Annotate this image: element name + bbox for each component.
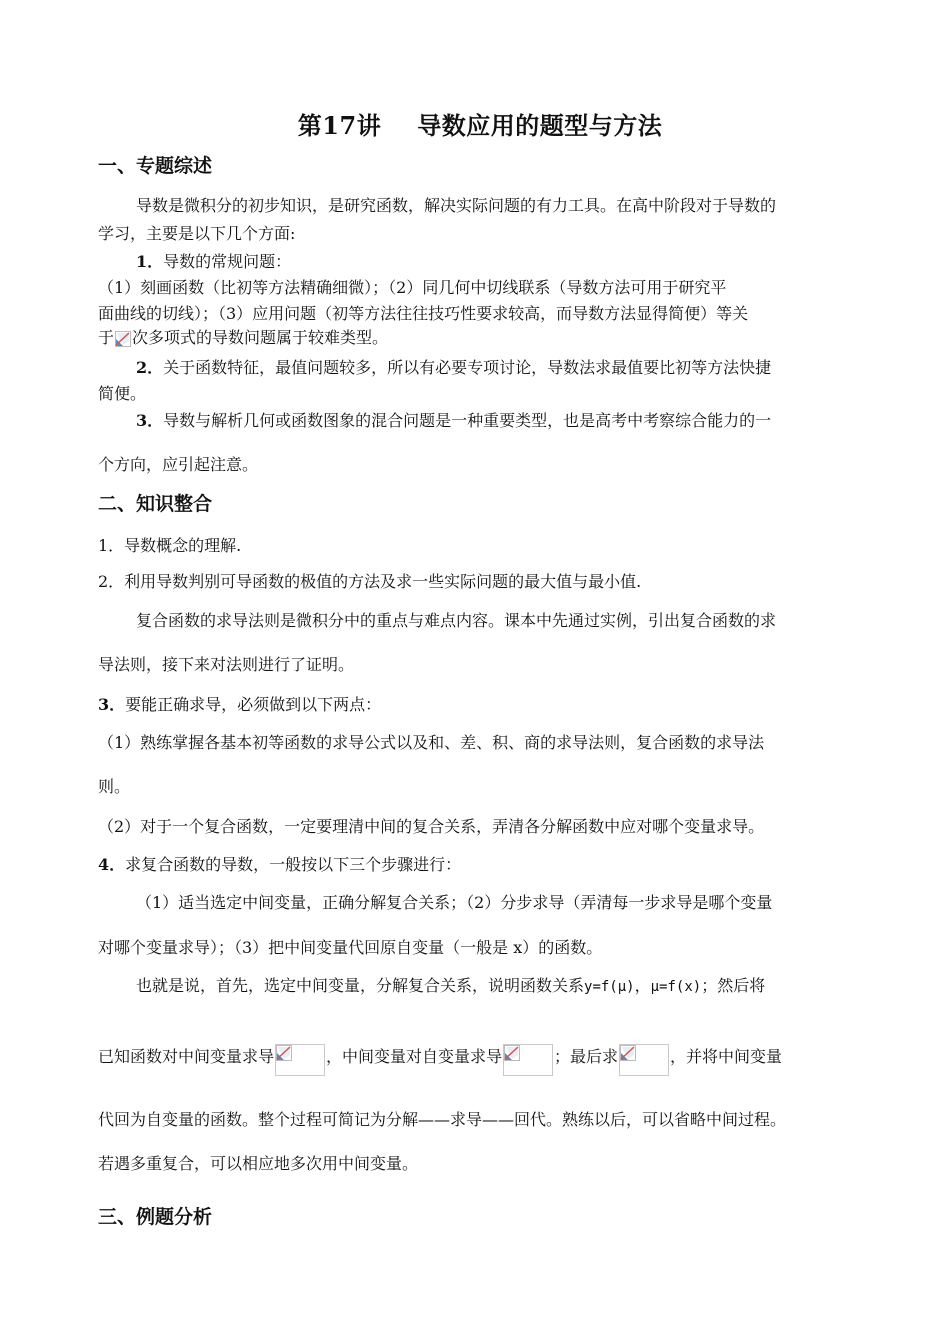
- list-text: 要能正确求导，必须做到以下两点：: [125, 695, 382, 714]
- paragraph-line: [136, 978, 765, 994]
- text-fragment: 也就是说，首先，选定中间变量，分解复合关系，说明函数关系: [136, 976, 585, 995]
- paragraph-line: 复合函数的求导法则是微积分中的重点与难点内容。课本中先通过实例，引出复合函数的求: [136, 611, 777, 630]
- list-item-heading: [136, 254, 291, 270]
- knowledge-item: 1．导数概念的理解.: [98, 536, 242, 555]
- list-number: 1．: [136, 252, 164, 271]
- paragraph-line: 导法则，接下来对法则进行了证明。: [98, 655, 355, 674]
- list-number: 3．: [136, 411, 164, 430]
- text-fragment: ，中间变量对自变量求导: [326, 1047, 503, 1066]
- list-text: 求复合函数的导数，一般按以下三个步骤进行：: [125, 855, 462, 874]
- broken-image-icon: [619, 1044, 669, 1076]
- list-item: [136, 413, 771, 429]
- knowledge-item: [98, 697, 381, 713]
- paragraph-line: 简便。: [98, 384, 147, 403]
- list-number: 2．: [136, 358, 164, 377]
- paragraph-line: 个方向，应引起注意。: [98, 455, 259, 474]
- list-item: [136, 360, 771, 376]
- page-title: [0, 111, 950, 140]
- paragraph-line: 若遇多重复合，可以相应地多次用中间变量。: [98, 1154, 419, 1173]
- text-fragment: 已知函数对中间变量求导: [98, 1047, 275, 1066]
- title-subject: 导数应用的题型与方法: [417, 111, 663, 140]
- paragraph-line: （1）适当选定中间变量，正确分解复合关系；（2）分步求导（弄清每一步求导是哪个变量: [136, 893, 773, 912]
- section-heading-examples: 三、例题分析: [98, 1206, 213, 1228]
- paragraph-line: [98, 1044, 782, 1076]
- knowledge-item: 2．利用导数判别可导函数的极值的方法及求一些实际问题的最大值与最小值.: [98, 572, 642, 591]
- text-fragment: 于: [98, 328, 115, 347]
- paragraph-line: （1）刻画函数（比初等方法精确细微）；（2）同几何中切线联系（导数方法可用于研究平: [98, 278, 727, 297]
- list-text: 导数的常规问题：: [163, 252, 292, 271]
- paragraph-line: [98, 330, 388, 347]
- text-fragment: ，并将中间变量: [670, 1047, 783, 1066]
- section-heading-knowledge: 二、知识整合: [98, 493, 213, 515]
- formula: y=f(μ): [584, 979, 635, 995]
- paragraph-line: 导数是微积分的初步知识，是研究函数，解决实际问题的有力工具。在高中阶段对于导数的: [136, 196, 777, 215]
- list-number: 3．: [98, 695, 126, 714]
- paragraph-line: （2）对于一个复合函数，一定要理清中间的复合关系，弄清各分解函数中应对哪个变量求导。: [98, 817, 765, 836]
- section-heading-overview: 一、专题综述: [98, 155, 213, 177]
- text-fragment: 次多项式的导数问题属于较难类型。: [132, 328, 389, 347]
- formula: μ=f(x): [650, 979, 702, 995]
- text-fragment: ；然后将: [701, 976, 766, 995]
- paragraph-line: （1）熟练掌握各基本初等函数的求导公式以及和、差、积、商的求导法则，复合函数的求导法: [98, 733, 765, 752]
- text-fragment: ，: [634, 976, 651, 995]
- paragraph-line: 对哪个变量求导）；（3）把中间变量代回原自变量（一般是 x）的函数。: [98, 938, 603, 957]
- knowledge-item: [98, 857, 461, 873]
- paragraph-line: 代回为自变量的函数。整个过程可简记为分解——求导——回代。熟练以后，可以省略中间过程。: [98, 1110, 787, 1129]
- list-text: 导数与解析几何或函数图象的混合问题是一种重要类型，也是高考中考察综合能力的一: [163, 411, 772, 430]
- list-text: 关于函数特征，最值问题较多，所以有必要专项讨论，导数法求最值要比初等方法快捷: [163, 358, 772, 377]
- paragraph-line: 学习，主要是以下几个方面:: [98, 224, 296, 243]
- paragraph-line: 面曲线的切线）；（3）应用问题（初等方法往往技巧性要求较高，而导数方法显得简便）等关: [98, 304, 749, 323]
- paragraph-line: 则。: [98, 777, 131, 796]
- broken-image-icon: [115, 331, 131, 347]
- list-number: 4．: [98, 855, 126, 874]
- broken-image-icon: [503, 1044, 553, 1076]
- text-fragment: ；最后求: [554, 1047, 619, 1066]
- title-lecture-number: 第17讲: [297, 111, 382, 140]
- broken-image-icon: [275, 1044, 325, 1076]
